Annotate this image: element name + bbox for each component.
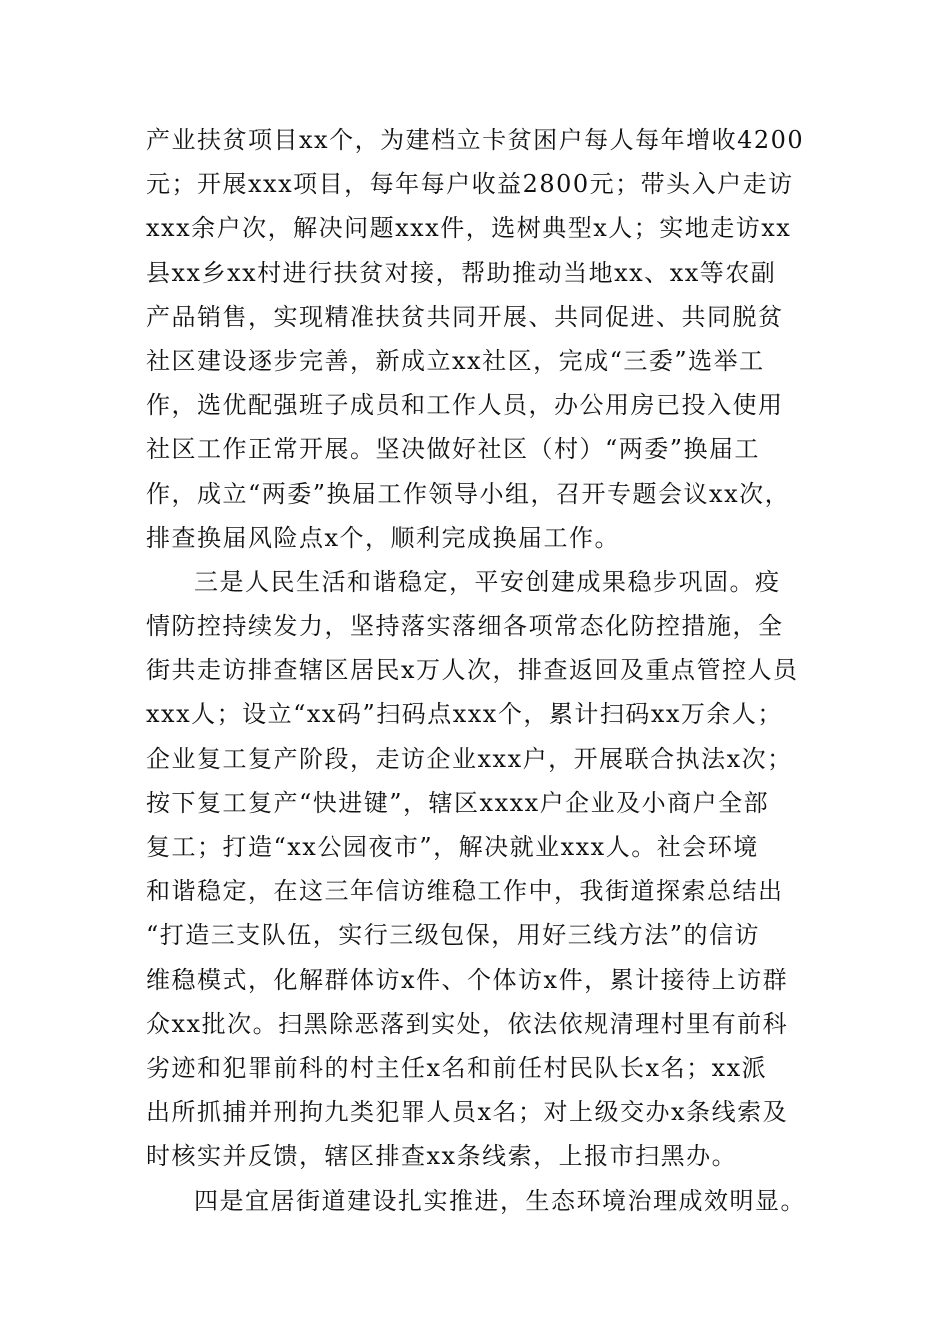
paragraph-start-line: 三是人民生活和谐稳定，平安创建成果稳步巩固。疫: [194, 567, 781, 596]
text-line: 作，成立“两委”换届工作领导小组，召开专题会议xx次，: [146, 479, 791, 508]
text-line: 复工；打造“xx公园夜市”，解决就业xxx人。社会环境: [146, 833, 759, 861]
text-line: 按下复工复产“快进键”，辖区xxxx户企业及小商户全部: [146, 788, 770, 817]
text-line: 产品销售，实现精准扶贫共同开展、共同促进、共同脱贫: [146, 302, 784, 331]
text-line: “打造三支队伍，实行三级包保，用好三线方法”的信访: [146, 921, 761, 950]
text-line: xxx人；设立“xx码”扫码点xxx个，累计扫码xx万余人；: [146, 700, 783, 729]
paragraph-start-line: 四是宜居街道建设扎实推进，生态环境治理成效明显。: [194, 1186, 806, 1215]
text-line: 出所抓捕并刑拘九类犯罪人员x名；对上级交办x条线索及: [146, 1098, 789, 1127]
text-line: 县xx乡xx村进行扶贫对接，帮助推动当地xx、xx等农副: [146, 258, 777, 287]
text-line: 元；开展xxx项目，每年每户收益2800元；带头入户走访: [146, 170, 794, 199]
text-line: 和谐稳定，在这三年信访维稳工作中，我街道探索总结出: [146, 877, 784, 906]
text-line: 企业复工复产阶段，走访企业xxx户，开展联合执法x次；: [146, 744, 793, 773]
text-line: 社区建设逐步完善，新成立xx社区，完成“三委”选举工: [146, 346, 765, 375]
text-line: 排查换届风险点x个，顺利完成换届工作。: [146, 523, 621, 552]
text-line: 产业扶贫项目xx个，为建档立卡贫困户每人每年增收4200: [146, 126, 805, 154]
text-line: 作，选优配强班子成员和工作人员，办公用房已投入使用: [146, 391, 784, 420]
text-line: 众xx批次。扫黑除恶落到实处，依法依规清理村里有前科: [146, 1009, 789, 1038]
text-line: xxx余户次，解决问题xxx件，选树典型x人；实地走访xx: [146, 214, 792, 243]
text-line: 情防控持续发力，坚持落实落细各项常态化防控措施，全: [146, 612, 784, 641]
text-line: 街共走访排查辖区居民x万人次，排查返回及重点管控人员: [146, 656, 799, 685]
text-line: 维稳模式，化解群体访x件、个体访x件，累计接待上访群: [146, 965, 789, 994]
body-text: [146, 118, 836, 1223]
text-line: 时核实并反馈，辖区排查xx条线索，上报市扫黑办。: [146, 1142, 738, 1171]
text-line: 社区工作正常开展。坚决做好社区（村）“两委”换届工: [146, 435, 761, 464]
text-line: 劣迹和犯罪前科的村主任x名和前任村民队长x名；xx派: [146, 1053, 768, 1082]
